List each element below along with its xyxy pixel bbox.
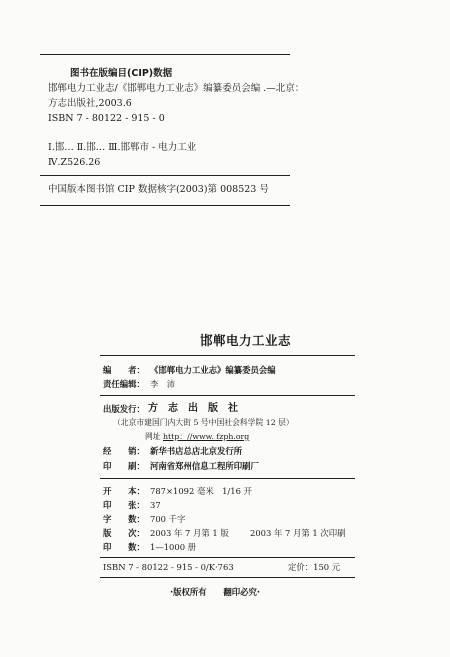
resp-editor-label: 责任编辑：	[103, 379, 145, 389]
format-label: 开 本：	[103, 486, 145, 496]
website-link[interactable]: http：//www. fzph.org	[163, 432, 250, 441]
cip-bottom-rule	[40, 205, 290, 206]
cip-title: 图书在版编目(CIP)数据	[70, 68, 173, 79]
cip-data-number: 中国版本图书馆 CIP 数据核字(2003)第 008523 号	[48, 184, 269, 195]
cip-line-1: 邯郸电力工业志/《邯郸电力工业志》编纂委员会编 .—北京：	[48, 83, 305, 94]
print-time: 2003 年 7 月第 1 次印刷	[250, 528, 346, 538]
cip-line-3: ISBN 7 - 80122 - 915 - 0	[48, 113, 165, 124]
printer-label: 印 刷：	[103, 461, 145, 471]
editor-value: 《邯郸电力工业志》编纂委员会编	[150, 365, 276, 375]
sheets-value: 37	[150, 500, 161, 510]
sheets-label: 印 张：	[103, 500, 145, 510]
editor-label: 编 者：	[103, 365, 145, 375]
credits-rule	[100, 395, 355, 396]
publisher-name: 方 志 出 版 社	[148, 403, 238, 414]
cip-line-4: Ⅰ.邯… Ⅱ.邯… Ⅲ.邯郸市 - 电力工业	[48, 142, 197, 153]
distributor-label: 经 销：	[103, 446, 145, 456]
edition-value: 2003 年 7 月第 1 版	[150, 528, 229, 538]
isbn-rule	[100, 577, 355, 578]
price: 定价：150 元	[288, 562, 341, 572]
cip-top-rule	[40, 54, 290, 55]
cip-middle-rule	[40, 175, 290, 176]
edition-label: 版 次：	[103, 528, 145, 538]
resp-editor-value: 李 沛	[150, 379, 176, 389]
words-value: 700 千字	[150, 514, 186, 524]
cip-line-2: 方志出版社,2003.6	[48, 98, 132, 109]
rights-notice: ·版权所有 翻印必究·	[170, 587, 261, 597]
publisher-address: （北京市建国门内大街 5 号中国社会科学院 12 层）	[113, 418, 294, 427]
copies-label: 印 数：	[103, 542, 145, 552]
distributor-value: 新华书店总店北京发行所	[150, 446, 243, 456]
book-title: 邯郸电力工业志	[200, 333, 292, 348]
specs-rule	[100, 557, 355, 558]
distribution-rule	[100, 478, 355, 479]
title-rule	[100, 355, 355, 356]
copies-value: 1—1000 册	[150, 542, 197, 552]
format-value: 787×1092 毫米 1/16 开	[150, 486, 252, 496]
publisher-label: 出版发行：	[103, 404, 145, 414]
words-label: 字 数：	[103, 514, 145, 524]
cip-line-5: Ⅳ.Z526.26	[48, 157, 101, 168]
printer-value: 河南省郑州信息工程所印刷厂	[150, 461, 259, 471]
isbn-number: ISBN 7 - 80122 - 915 - 0/K·763	[103, 562, 234, 572]
website-label: 网址	[145, 432, 161, 441]
